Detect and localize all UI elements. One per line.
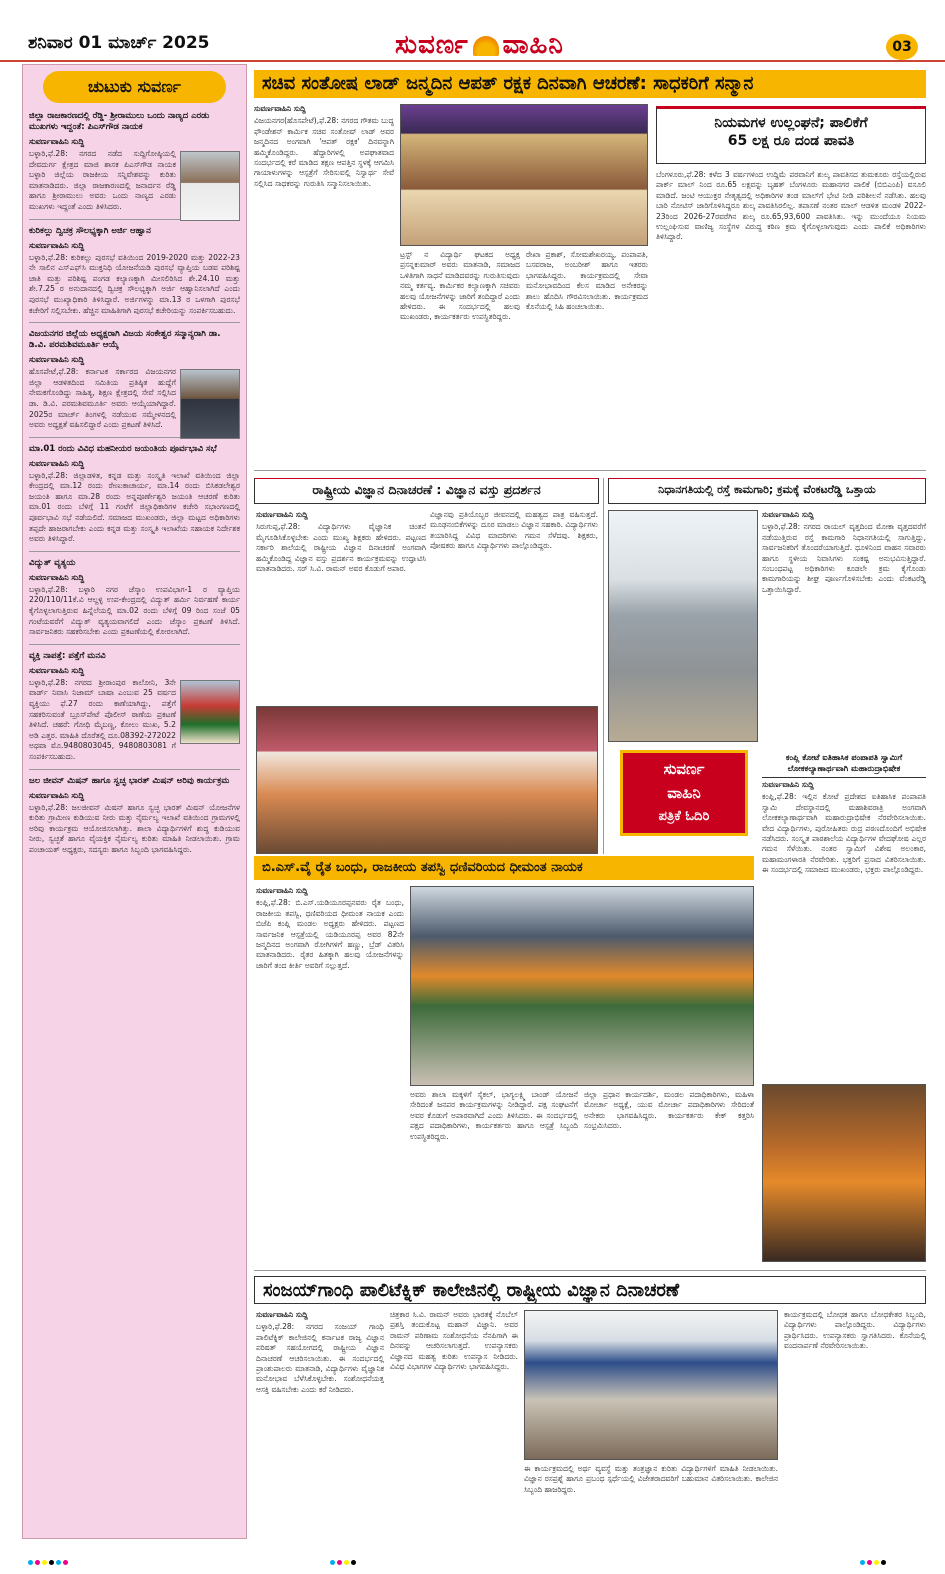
road-body: ಬಳ್ಳಾರಿ,ಫೆ.28: ನಗರದ ರಾಯಲ್ ವೃತ್ತದಿಂದ ಮೋಕಾ ವೃತ್ತದವರೆಗೆ ನಡೆಯುತ್ತಿರುವ ರಸ್ತೆ ಕಾಮಗಾರಿ ನಿಧಾನಗತಿಯಲ್ಲಿ ಸಾಗುತ್ತಿದ್ದು, ಸಾರ್ವಜನಿಕರಿಗೆ ತೊಂದರೆಯಾಗುತ್ತಿದೆ. ಧೂಳಿನಿಂದ ವಾಹನ ಸವಾರರು ಹಾಗೂ ಸ್ಥಳೀಯ ನಿವಾಸಿಗಳು ಸಂಕಷ್ಟ ಅನುಭವಿಸುತ್ತಿದ್ದಾರೆ. ಸಂಬಂಧಪಟ್ಟ ಅಧಿಕಾರಿಗಳು ಕೂಡಲೇ ಕ್ರಮ ಕೈಗೊಂಡು ಕಾಮಗಾರಿಯನ್ನು ಶೀಘ್ರ ಪೂರ್ಣಗೊಳಿಸಬೇಕು ಎಂದು ವೆಂಕಟರೆಡ್ಡಿ ಒತ್ತಾಯಿಸಿದ್ದಾರೆ. [762,522,926,594]
brief-body: ಬಳ್ಳಾರಿ,ಫೆ.28: ಜಿಲ್ಲಾಡಳಿತ, ಕನ್ನಡ ಮತ್ತು ಸಂಸ್ಕೃತಿ ಇಲಾಖೆ ವತಿಯಿಂದ ಜಿಲ್ಲಾ ಕೇಂದ್ರದಲ್ಲಿ ಮಾ.12 ರಂದು ರೇಣುಕಾಚಾರ್ಯ, ಮಾ.14 ರಂದು ಬಿಸಿಕಡಲೇಶ್ವರ ಜಯಂತಿ ಹಾಗೂ ಮಾ.28 ರಂದು ಅನ್ನಪೂರ್ಣೇಶ್ವರಿ ಜಯಂತಿ ಆಚರಣೆ ಕುರಿತು ಮಾ.01 ರಂದು ಬೆಳಿಗ್ಗೆ 11 ಗಂಟೆಗೆ ಜಿಲ್ಲಾಧಿಕಾರಿಗಳ ಕಚೇರಿ ಸಭಾಂಗಣದಲ್ಲಿ ಪೂರ್ವಭಾವಿ ಸಭೆ ನಡೆಯಲಿದೆ. ಸಮಾಜದ ಮುಖಂಡರು, ಜಿಲ್ಲಾ ಮಟ್ಟದ ಅಧಿಕಾರಿಗಳು ತಪ್ಪದೇ ಹಾಜರಾಗಬೇಕು ಎಂದು ಕನ್ನಡ ಮತ್ತು ಸಂಸ್ಕೃತಿ ಇಲಾಖೆಯ ಸಹಾಯಕ ನಿರ್ದೇಶಕ ಅವರು ತಿಳಿಸಿದ್ದಾರೆ. [29,470,240,544]
bsy-event-photo [410,886,754,1086]
brief-item [29,558,240,638]
issue-date: ಶನಿವಾರ 01 ಮಾರ್ಚ್ 2025 [28,33,210,53]
divider [254,1270,926,1271]
road-photo [608,510,758,742]
sgp-column-1 [256,1310,384,1532]
fine-headline-line1: ನಿಯಮಗಳ ಉಲ್ಲಂಘನೆ; ಪಾಲಿಕೆಗೆ [714,115,868,131]
fine-headline-line2: 65 ಲಕ್ಷ ರೂ ದಂಡ ಪಾವತಿ [727,133,855,149]
divider [29,644,240,645]
brief-item [29,226,240,317]
registration-marks-right [860,1560,886,1570]
brief-byline: ಸುವರ್ಣವಾಹಿನಿ ಸುದ್ದಿ [29,240,85,250]
sidebar-heading: ಚುಟುಕು ಸುವರ್ಣ [43,71,226,103]
read-paper-promo [620,750,748,836]
lad-column-1 [254,104,394,464]
lad-event-photo [400,104,648,246]
sgp-body-1: ಬಳ್ಳಾರಿ,ಫೆ.28: ನಗರದ ಸಂಜಯ್ ಗಾಂಧಿ ಪಾಲಿಟೆಕ್ನಿಕ್ ಕಾಲೇಜಿನಲ್ಲಿ ಕರ್ನಾಟಕ ರಾಜ್ಯ ವಿಜ್ಞಾನ ಪರಿಷತ್ ಸಹಯೋಗದಲ್ಲಿ ರಾಷ್ಟ್ರೀಯ ವಿಜ್ಞಾನ ದಿನಾಚರಣೆ ಆಚರಿಸಲಾಯಿತು. ಈ ಸಂದರ್ಭದಲ್ಲಿ ಪ್ರಾಂಶುಪಾಲರು ಮಾತನಾಡಿ, ವಿದ್ಯಾರ್ಥಿಗಳು ವೈಜ್ಞಾನಿಕ ಮನೋಭಾವ ಬೆಳೆಸಿಕೊಳ್ಳಬೇಕು. ಸಂಶೋಧನೆಯತ್ತ ಆಸಕ್ತಿ ವಹಿಸಬೇಕು ಎಂದು ಕರೆ ನೀಡಿದರು. [256,1322,384,1394]
brief-title: ಮಾ.01 ರಂದು ವಿವಿಧ ಮಹನೀಯರ ಜಯಂತಿಯ ಪೂರ್ವಭಾವಿ ಸಭೆ [29,443,217,454]
science-byline: ಸುವರ್ಣವಾಹಿನಿ ಸುದ್ದಿ [256,510,308,519]
divider [29,551,240,552]
brief-body: ಬಳ್ಳಾರಿ,ಫೆ.28: ಕುರಿಕಲ್ಲು ಪುರಸಭೆ ವತಿಯಿಂದ 2019-2020 ಮತ್ತು 2022-23 ನೇ ಸಾಲಿನ ಎಸ್‌ಎಫ್‌ಸಿ ಮುಕ್ತನಿಧಿ ಯೋಜನೆಯಡಿ ಪುರಸಭೆ ವ್ಯಾಪ್ತಿಯ ಬಡವ ಪರಿಶಿಷ್ಟ ಜಾತಿ ಮತ್ತು ಪರಿಶಿಷ್ಟ ಪಂಗಡ ಕಲ್ಯಾಣಕ್ಕಾಗಿ ಮೀಸಲಿರಿಸಿದ ಶೇ.24.10 ಮತ್ತು ಶೇ.7.25 ರ ಅನುದಾನದಲ್ಲಿ ದ್ವಿಚಕ್ರ ಸೌಲಭ್ಯಕ್ಕಾಗಿ ಅರ್ಜಿ ಆಹ್ವಾನಿಸಲಾಗಿದೆ ಎಂದು ಪುರಸಭೆ ಮುಖ್ಯಾಧಿಕಾರಿ ತಿಳಿಸಿದ್ದಾರೆ. ಅರ್ಜಿಗಳನ್ನು ಮಾ.13 ರ ಒಳಗಾಗಿ ಪುರಸಭೆ ಕಚೇರಿಗೆ ಸಲ್ಲಿಸಬೇಕು. ಹೆಚ್ಚಿನ ಮಾಹಿತಿಗಾಗಿ ಪುರಸಭೆ ಕಚೇರಿಯನ್ನು ಸಂಪರ್ಕಿಸಬಹುದು. [29,252,240,315]
newspaper-logo [395,30,564,61]
page-number: 03 [886,34,918,60]
sun-logo-icon [473,36,499,56]
divider [29,322,240,323]
sgp-byline: ಸುವರ್ಣವಾಹಿನಿ ಸುದ್ದಿ [256,1310,308,1319]
brief-title: ಜಲ ಜೀವನ್ ಮಿಷನ್ ಹಾಗೂ ಸ್ವಚ್ಛ ಭಾರತ್ ಮಿಷನ್ ಅರಿವು ಕಾರ್ಯಕ್ರಮ [29,775,230,786]
brief-title: ಕುರಿಕಲ್ಲು ದ್ವಿಚಕ್ರ ಸೌಲಭ್ಯಕ್ಕಾಗಿ ಅರ್ಜಿ ಆಹ್ವಾನ [29,225,151,236]
bsy-byline: ಸುವರ್ಣವಾಹಿನಿ ಸುದ್ದಿ [256,886,308,895]
sgp-column-4: ಕಾರ್ಯಕ್ರಮದಲ್ಲಿ ಬೋಧಕ ಹಾಗೂ ಬೋಧಕೇತರ ಸಿಬ್ಬಂದಿ, ವಿದ್ಯಾರ್ಥಿಗಳು ಪಾಲ್ಗೊಂಡಿದ್ದರು. ವಿದ್ಯಾರ್ಥಿಗಳು ಪ್ರಾರ್ಥಿಸಿದರು. ಉಪನ್ಯಾಸಕರು ಸ್ವಾಗತಿಸಿದರು. ಕೊನೆಯಲ್ಲಿ ವಂದನಾರ್ಪಣೆ ನೆರವೇರಿಸಲಾಯಿತು. [784,1310,926,1351]
divider [29,769,240,770]
fine-headline-box [656,106,926,164]
road-byline: ಸುವರ್ಣವಾಹಿನಿ ಸುದ್ದಿ [762,510,814,519]
brief-item [29,329,240,431]
brief-byline: ಸುವರ್ಣವಾಹಿನಿ ಸುದ್ದಿ [29,355,85,365]
brief-body: ಬಳ್ಳಾರಿ,ಫೆ.28: ಜಲಜೀವನ್ ಮಿಷನ್ ಹಾಗೂ ಸ್ವಚ್ಛ ಭಾರತ್ ಮಿಷನ್ ಯೋಜನೆಗಳ ಕುರಿತು ಗ್ರಾಮೀಣ ಕುಡಿಯುವ ನೀರು ಮತ್ತು ನೈರ್ಮಲ್ಯ ಇಲಾಖೆ ವತಿಯಿಂದ ಗ್ರಾಮಗಳಲ್ಲಿ ಅರಿವು ಕಾರ್ಯಕ್ರಮ ಆಯೋಜಿಸಲಾಗಿತ್ತು. ಶಾಲಾ ವಿದ್ಯಾರ್ಥಿಗಳಿಗೆ ಶುದ್ಧ ಕುಡಿಯುವ ನೀರು, ಸ್ವಚ್ಛತೆ ಹಾಗೂ ವೈಯಕ್ತಿಕ ನೈರ್ಮಲ್ಯ ಕುರಿತು ಮಾಹಿತಿ ನೀಡಲಾಯಿತು. ಗ್ರಾಮ ಪಂಚಾಯತ್ ಅಧ್ಯಕ್ಷರು, ಸದಸ್ಯರು ಹಾಗೂ ಸಿಬ್ಬಂದಿ ಭಾಗವಹಿಸಿದ್ದರು. [29,802,240,854]
bsy-column-1 [256,886,404,1264]
brief-byline: ಸುವರ್ಣವಾಹಿನಿ ಸುದ್ದಿ [29,572,85,582]
kampli-body: ಕಂಪ್ಲಿ,ಫೆ.28: ಇಲ್ಲಿನ ಕೋಟೆ ಪ್ರದೇಶದ ಐತಿಹಾಸಿಕ ಪಂಪಾಪತಿ ಸ್ವಾಮಿ ದೇವಸ್ಥಾನದಲ್ಲಿ ಮಹಾಶಿವರಾತ್ರಿ ಅಂಗವಾಗಿ ಲೋಕಕಲ್ಯಾಣಾರ್ಥವಾಗಿ ಮಹಾರುದ್ರಾಭಿಷೇಕ ನೆರವೇರಿಸಲಾಯಿತು. ವೇದ ವಿದ್ಯಾರ್ಥಿಗಳು, ಪುರೋಹಿತರು ರುದ್ರ ಪಠಣದೊಂದಿಗೆ ಅಭಿಷೇಕ ನಡೆಸಿದರು. ಸಂಸ್ಕೃತ ಪಾಠಶಾಲೆಯ ವಿದ್ಯಾರ್ಥಿಗಳ ವೇದಘೋಷ ಎಲ್ಲರ ಗಮನ ಸೆಳೆಯಿತು. ನಂತರ ಸ್ವಾಮಿಗೆ ವಿಶೇಷ ಅಲಂಕಾರ, ಮಹಾಮಂಗಳಾರತಿ ನೆರವೇರಿತು. ಭಕ್ತರಿಗೆ ಪ್ರಸಾದ ವಿತರಿಸಲಾಯಿತು. ಈ ಸಂದರ್ಭದಲ್ಲಿ ಸಮಾಜದ ಮುಖಂಡರು, ಭಕ್ತರು ಪಾಲ್ಗೊಂಡಿದ್ದರು. [762,792,926,875]
sgp-column-2: ಚಿತ್ರಕಾರ ಸಿ.ವಿ. ರಾಮನ್ ಅವರು ಭಾರತಕ್ಕೆ ನೊಬೆಲ್ ಪ್ರಶಸ್ತಿ ತಂದುಕೊಟ್ಟ ಮಹಾನ್ ವಿಜ್ಞಾನಿ. ಅವರ ರಾಮನ್ ಪರಿಣಾಮ ಸಂಶೋಧನೆಯ ನೆನಪಿಗಾಗಿ ಈ ದಿನವನ್ನು ಆಚರಿಸಲಾಗುತ್ತದೆ. ಉಪನ್ಯಾಸಕರು ವಿಜ್ಞಾನದ ಮಹತ್ವ ಕುರಿತು ಉಪನ್ಯಾಸ ನೀಡಿದರು. ವಿವಿಧ ವಿಭಾಗಗಳ ವಿದ್ಯಾರ್ಥಿಗಳು ಭಾಗವಹಿಸಿದ್ದರು. [390,1310,518,1372]
brief-item [29,776,240,856]
bsy-column-2: ಅವರು ಶಾಲಾ ಮಕ್ಕಳಿಗೆ ಸೈಕಲ್, ಭಾಗ್ಯಲಕ್ಷ್ಮಿ ಬಾಂಡ್ ಯೋಜನೆ ಸೇರಿದಂತೆ ಜನಪರ ಕಾರ್ಯಕ್ರಮಗಳನ್ನು ನೀಡಿದ್ದಾರೆ. ಪಕ್ಷ ಸಂಘಟನೆಗೆ ಅವರ ಕೊಡುಗೆ ಅಪಾರವಾಗಿದೆ ಎಂದು ತಿಳಿಸಿದರು. ಈ ಸಂದರ್ಭದಲ್ಲಿ ಪಕ್ಷದ ಪದಾಧಿಕಾರಿಗಳು, ಕಾರ್ಯಕರ್ತರು ಹಾಗೂ ಆಸ್ಪತ್ರೆ ಸಿಬ್ಬಂದಿ ಉಪಸ್ಥಿತರಿದ್ದರು. [410,1090,578,1141]
brief-byline: ಸುವರ್ಣವಾಹಿನಿ ಸುದ್ದಿ [29,665,85,675]
bsy-body-1: ಕಂಪ್ಲಿ,ಫೆ.28: ಬಿ.ಎಸ್.ಯಡಿಯೂರಪ್ಪನವರು ರೈತ ಬಂಧು, ರಾಜಕೀಯ ತಪಸ್ವಿ, ಧಣಿವರಿಯದ ಧೀಮಂತ ನಾಯಕ ಎಂದು ಬಿಜೆಪಿ ಕಂಪ್ಲಿ ಮಂಡಲ ಅಧ್ಯಕ್ಷರು ಹೇಳಿದರು. ಪಟ್ಟಣದ ಸಾರ್ವಜನಿಕ ಆಸ್ಪತ್ರೆಯಲ್ಲಿ ಯಡಿಯೂರಪ್ಪ ಅವರ 82ನೇ ಜನ್ಮದಿನದ ಅಂಗವಾಗಿ ರೋಗಿಗಳಿಗೆ ಹಣ್ಣು, ಬ್ರೆಡ್ ವಿತರಿಸಿ ಮಾತನಾಡಿದರು. ರೈತರ ಹಿತಕ್ಕಾಗಿ ಹಲವು ಯೋಜನೆಗಳನ್ನು ಜಾರಿಗೆ ತಂದ ಕೀರ್ತಿ ಅವರಿಗೆ ಸಲ್ಲುತ್ತದೆ. [256,898,404,970]
brief-title: ವ್ಯಕ್ತಿ ನಾಪತ್ತೆ: ಪತ್ತೆಗೆ ಮನವಿ [29,650,106,661]
promo-line-1: ಸುವರ್ಣ [663,760,705,778]
lad-column-2: ಟ್ರಸ್ಟ್ ನ ವಿದ್ಯಾರ್ಥಿ ಘಟಕದ ಅಧ್ಯಕ್ಷ ಪ್ರಸನ್ನಕುಮಾರ್ ಅವರು ಮಾತನಾಡಿ, ಸಮಾಜದ ಒಳಿತಿಗಾಗಿ ಸಾಧನೆ ಮಾಡಿದವರನ್ನು ಗುರುತಿಸುವುದು ನಮ್ಮ ಕರ್ತವ್ಯ. ಕಾರ್ಮಿಕರ ಕಲ್ಯಾಣಕ್ಕಾಗಿ ಸಚಿವರು ಹಲವು ಯೋಜನೆಗಳನ್ನು ಜಾರಿಗೆ ತಂದಿದ್ದಾರೆ ಎಂದು ಹೇಳಿದರು. ಈ ಸಂದರ್ಭದಲ್ಲಿ ಹಲವು ಮುಖಂಡರು, ಕಾರ್ಯಕರ್ತರು ಉಪಸ್ಥಿತರಿದ್ದರು. [400,250,520,322]
brief-body: ಬಳ್ಳಾರಿ,ಫೆ.28: ಬಳ್ಳಾರಿ ನಗರ ಜೆಸ್ಕಾಂ ಉಪವಿಭಾಗ-1 ರ ವ್ಯಾಪ್ತಿಯ 220/110/11ಕೆ.ವಿ ಆಲ್ದಳ್ಳಿ ಉಪ-ಕೇಂದ್ರದಲ್ಲಿ ವಿದ್ಯುತ್ ಹರ್ಮಿ ನಿರ್ವಹಣೆ ಕಾರ್ಯ ಕೈಗೊಳ್ಳಲಾಗುತ್ತಿರುವ ಹಿನ್ನೆಲೆಯಲ್ಲಿ ಮಾ.02 ರಂದು ಬೆಳಿಗ್ಗೆ 09 ರಿಂದ ಸಂಜೆ 05 ಗಂಟೆಯವರೆಗೆ ವಿದ್ಯುತ್ ವ್ಯತ್ಯಯವಾಗಲಿದೆ ಎಂದು ಜೆಸ್ಕಾಂ ಪ್ರಕಟಣೆ ತಿಳಿಸಿದೆ. ಸಾರ್ವಜನಿಕರು ಸಹಕರಿಸಬೇಕು ಎಂದು ಪ್ರಕಟಣೆಯಲ್ಲಿ ಕೋರಲಾಗಿದೆ. [29,584,240,637]
brief-title: ಜಿಲ್ಲಾ ರಾಜಕಾರಣದಲ್ಲಿ ರೆಡ್ಡಿ- ಶ್ರೀರಾಮುಲು ಒಂದು ನಾಣ್ಯದ ಎರಡು ಮುಖಗಳು ಇದ್ದಂತೆ: ಪಿಎಸ್‌ಗೌಡ ನಾಯಕ [29,111,210,132]
missing-person-photo [180,680,240,744]
lad-column-3: ರೇಖಾ ಪ್ರಕಾಶ್, ಸೋಮಶೇಖರಯ್ಯ, ಪಂಪಾಪತಿ, ಬಸವರಾಜ, ಅಂಬರೀಶ್ ಹಾಗೂ ಇತರರು ಭಾಗವಹಿಸಿದ್ದರು. ಕಾರ್ಯಕ್ರಮದಲ್ಲಿ ಸೇವಾ ಮನೋಭಾವದಿಂದ ಕೆಲಸ ಮಾಡಿದ ಅನೇಕರನ್ನು ಶಾಲು ಹೊದಿಸಿ ಗೌರವಿಸಲಾಯಿತು. ಕಾರ್ಯಕ್ರಮದ ಕೊನೆಯಲ್ಲಿ ಸಿಹಿ ಹಂಚಲಾಯಿತು. [526,250,648,312]
divider [603,478,604,854]
brief-title: ವಿದ್ಯುತ್ ವ್ಯತ್ಯಯ [29,557,76,568]
sgp-column-3: ಈ ಕಾರ್ಯಕ್ರಮದಲ್ಲಿ ಅರ್ಥ ವ್ಯವಸ್ಥೆ ಮತ್ತು ತಂತ್ರಜ್ಞಾನ ಕುರಿತು ವಿದ್ಯಾರ್ಥಿಗಳಿಗೆ ಮಾಹಿತಿ ನೀಡಲಾಯಿತು. ವಿಜ್ಞಾನ ರಸಪ್ರಶ್ನೆ ಹಾಗೂ ಪ್ರಬಂಧ ಸ್ಪರ್ಧೆಯಲ್ಲಿ ವಿಜೇತರಾದವರಿಗೆ ಬಹುಮಾನ ವಿತರಿಸಲಾಯಿತು. ಕಾಲೇಜಿನ ಸಿಬ್ಬಂದಿ ಹಾಜರಿದ್ದರು. [524,1464,778,1494]
kampli-ritual-photo [762,1084,926,1262]
brief-item [29,651,240,763]
logo-text-left: ಸುವರ್ಣ [395,30,469,60]
bsy-column-3: ಜಿಲ್ಲಾ ಪ್ರಧಾನ ಕಾರ್ಯದರ್ಶಿ, ಮಂಡಲ ಪದಾಧಿಕಾರಿಗಳು, ಮಹಿಳಾ ಮೋರ್ಚಾ ಅಧ್ಯಕ್ಷೆ, ಯುವ ಮೋರ್ಚಾ ಪದಾಧಿಕಾರಿಗಳು ಸೇರಿದಂತೆ ಅನೇಕರು ಭಾಗವಹಿಸಿದ್ದರು. ಕಾರ್ಯಕರ್ತರು ಕೇಕ್ ಕತ್ತರಿಸಿ ಸಂಭ್ರಮಿಸಿದರು. [584,1090,754,1131]
promo-line-2: ವಾಹಿನಿ [667,784,701,802]
brief-byline: ಸುವರ್ಣವಾಹಿನಿ ಸುದ್ದಿ [29,790,85,800]
science-column-1 [256,510,426,700]
road-headline: ನಿಧಾನಗತಿಯಲ್ಲಿ ರಸ್ತೆ ಕಾಮಗಾರಿ; ಕ್ರಮಕ್ಕೆ ವೆಂಕಟರೆಡ್ಡಿ ಒತ್ತಾಯ [608,478,926,504]
portrait-photo [180,369,240,439]
brief-byline: ಸುವರ್ಣವಾಹಿನಿ ಸುದ್ದಿ [29,458,85,468]
registration-marks-left [28,1560,68,1570]
road-column [762,510,926,742]
brief-body: ಬಳ್ಳಾರಿ,ಫೆ.28: ನಗರದ ನಡೆದ ಸುದ್ದಿಗೋಷ್ಠಿಯಲ್ಲಿ ದೇವದುರ್ಗ ಕ್ಷೇತ್ರದ ಮಾಜಿ ಶಾಸಕ ಪಿಎಸ್‌ಗೌಡ ನಾಯಕ ಬಳ್ಳಾರಿ ಜಿಲ್ಲೆಯ ರಾಜಕೀಯ ಸನ್ನಿವೇಶವನ್ನು ಕುರಿತು ಮಾತನಾಡಿದರು. ಜಿಲ್ಲಾ ರಾಜಕಾರಣದಲ್ಲಿ ಜನಾರ್ದನ ರೆಡ್ಡಿ ಹಾಗೂ ಶ್ರೀರಾಮುಲು ಅವರು ಒಂದು ನಾಣ್ಯದ ಎರಡು ಮುಖಗಳು ಇದ್ದಂತೆ ಎಂದು ತಿಳಿಸಿದರು. [29,149,176,211]
kampli-column [762,780,926,1080]
fine-body: ಬೆಂಗಳೂರು,ಫೆ.28: ಕಳೆದ 3 ವರ್ಷಗಳಿಂದ ಉದ್ದಿಮೆ ಪರವಾನಿಗೆ ಶುಲ್ಕ ಪಾವತಿಸದ ತುಮಕೂರು ರಸ್ತೆಯಲ್ಲಿರುವ ಪಾರ್ಕ್ ಮಾಲ್ ನಿಂದ ರೂ.65 ಲಕ್ಷವನ್ನು ಬೃಹತ್ ಬೆಂಗಳೂರು ಮಹಾನಗರ ಪಾಲಿಕೆ (ಬಿಬಿಎಂಪಿ) ವಸೂಲಿ ಮಾಡಿದೆ. ಜಂಟಿ ಆಯುಕ್ತರ ನೇತೃತ್ವದಲ್ಲಿ ಅಧಿಕಾರಿಗಳ ತಂಡ ಮಾಲ್‌ಗೆ ಭೇಟಿ ನೀಡಿ ಪರಿಶೀಲನೆ ನಡೆಸಿತು. ಹಲವು ಬಾರಿ ನೋಟಿಸ್ ಜಾರಿಗೊಳಿಸಿದ್ದರೂ ಶುಲ್ಕ ಪಾವತಿಸಿರಲಿಲ್ಲ. ತಪಾಸಣೆ ನಂತರ ಮಾಲ್ ಆಡಳಿತ ಮಂಡಳಿ 2022-23ರಿಂದ 2026-27ರವರೆಗಿನ ಶುಲ್ಕ ರೂ.65,93,600 ಪಾವತಿಸಿತು. ಇನ್ನು ಮುಂದೆಯೂ ನಿಯಮ ಉಲ್ಲಂಘಿಸುವ ವಾಣಿಜ್ಯ ಸಂಸ್ಥೆಗಳ ವಿರುದ್ಧ ಕಠಿಣ ಕ್ರಮ ಕೈಗೊಳ್ಳಲಾಗುವುದು ಎಂದು ಪಾಲಿಕೆ ಅಧಿಕಾರಿಗಳು ತಿಳಿಸಿದ್ದಾರೆ. [656,170,926,242]
promo-line-3: ಪತ್ರಿಕೆ ಓದಿರಿ [658,809,710,824]
sgp-headline: ಸಂಜಯ್‌ಗಾಂಧಿ ಪಾಲಿಟೆಕ್ನಿಕ್ ಕಾಲೇಜಿನಲ್ಲಿ ರಾಷ್ಟ್ರೀಯ ವಿಜ್ಞಾನ ದಿನಾಚರಣೆ [254,1276,926,1304]
brief-body: ಹೊಸಪೇಟೆ,ಫೆ.28: ಕರ್ನಾಟಕ ಸರ್ಕಾರದ ವಿಜಯನಗರ ಜಿಲ್ಲಾ ಆಡಳಿತದಿಂದ ಸಮಿತಿಯ ಪ್ರತಿಷ್ಠಿತ ಹುದ್ದೆಗೆ ನೇಮಕಗೊಂಡಿದ್ದು ಸಾಹಿತ್ಯ, ಶಿಕ್ಷಣ ಕ್ಷೇತ್ರದಲ್ಲಿ ಸೇವೆ ಸಲ್ಲಿಸಿದ ಡಾ. ಡಿ.ವಿ. ಪರಮಶಿವಮೂರ್ತಿ ಅವರು ಆಯ್ಕೆಯಾಗಿದ್ದಾರೆ. 2025ರ ಮಾರ್ಚ್ ತಿಂಗಳಲ್ಲಿ ನಡೆಯುವ ಸಮ್ಮೇಳನದಲ್ಲಿ ಅವರು ಅಧ್ಯಕ್ಷತೆ ವಹಿಸಲಿದ್ದಾರೆ ಎಂದು ಪ್ರಕಟಣೆ ತಿಳಿಸಿದೆ. [29,367,176,430]
science-headline: ರಾಷ್ಟ್ರೀಯ ವಿಜ್ಞಾನ ದಿನಾಚರಣೆ : ವಿಜ್ಞಾನ ವಸ್ತು ಪ್ರದರ್ಶನ [254,478,599,504]
kampli-byline: ಸುವರ್ಣವಾಹಿನಿ ಸುದ್ದಿ [762,780,814,789]
divider [254,470,926,471]
portrait-photo [180,151,240,221]
lad-body-1: ವಿಜಯನಗರ(ಹೊಸಪೇಟೆ),ಫೆ.28: ನಗರದ ಗೌತಮ ಬುದ್ಧ ಫೌಂಡೇಶನ್ ಕಾರ್ಮಿಕ ಸಚಿವ ಸಂತೋಷ್ ಲಾಡ್ ಅವರ ಜನ್ಮದಿನದ ಅಂಗವಾಗಿ 'ಆಪತ್ ರಕ್ಷಕ' ದಿನವನ್ನಾಗಿ ಹಮ್ಮಿಕೊಂಡಿದ್ದರು. ಹೆದ್ದಾರಿಗಳಲ್ಲಿ ಅಪಘಾತವಾದ ಸಂದರ್ಭದಲ್ಲಿ ಕರೆ ಮಾಡಿದ ತಕ್ಷಣ ಆಪತ್ತಿನ ಸ್ಥಳಕ್ಕೆ ಆಗಮಿಸಿ ಗಾಯಾಳುಗಳನ್ನು ಆಸ್ಪತ್ರೆಗೆ ಸೇರಿಸುವಲ್ಲಿ ನಿಸ್ವಾರ್ಥ ಸೇವೆ ಸಲ್ಲಿಸಿದ ಸಾಧಕರನ್ನು ಗುರುತಿಸಿ ಸನ್ಮಾನಿಸಲಾಯಿತು. [254,116,394,188]
registration-marks-center [330,1560,356,1570]
brief-byline: ಸುವರ್ಣವಾಹಿನಿ ಸುದ್ದಿ [29,137,85,146]
brief-body: ಬಳ್ಳಾರಿ,ಫೆ.28: ನಗರದ ಶ್ರೀರಾಂಪುರ ಕಾಲೋನಿ, 3ನೇ ವಾರ್ಡ್ ನಿವಾಸಿ ನಿಜಾಮ್ ಬಾಷಾ ಎಂಬುವ 25 ವರ್ಷದ ವ್ಯಕ್ತಿಯು ಫೆ.27 ರಂದು ಕಾಣೆಯಾಗಿದ್ದು, ಪತ್ತೆಗೆ ಸಹಕರಿಸುವಂತೆ ಬ್ರೂಸ್‌ಪೇಟೆ ಪೊಲೀಸ್ ಠಾಣೆಯ ಪ್ರಕಟಣೆ ತಿಳಿಸಿದೆ. ಚಹರೆ: ಗೋಧಿ ಮೈಬಣ್ಣ, ಕೋಲು ಮುಖ, 5.2 ಅಡಿ ಎತ್ತರ. ಮಾಹಿತಿ ದೊರೆತಲ್ಲಿ ದೂ.08392-272022 ಅಥವಾ ಮೊ.9480803045, 9480803081 ಗೆ ಸಂಪರ್ಕಿಸಬಹುದು. [29,677,176,761]
brief-title: ವಿಜಯನಗರ ಜಿಲ್ಲೆಯ ಅಧ್ಯಕ್ಷರಾಗಿ ವಿಜಯ ಸಂಕೇಶ್ವರ ಸನ್ಮಾನ್ಯರಾಗಿ ಡಾ. ಡಿ.ವಿ. ಪರಮಶಿವಮೂರ್ತಿ ಆಯ್ಕೆ [29,329,221,351]
bsy-headline: ಬಿ.ಎಸ್.ವೈ ರೈತ ಬಂಧು, ರಾಜಕೀಯ ತಪಸ್ವಿ ಧಣಿವರಿಯದ ಧೀಮಂತ ನಾಯಕ [254,856,754,880]
brief-item [29,111,240,213]
lead-headline: ಸಚಿವ ಸಂತೋಷ ಲಾಡ್ ಜನ್ಮದಿನ ಆಪತ್ ರಕ್ಷಕ ದಿನವಾಗಿ ಆಚರಣೆ: ಸಾಧಕರಿಗೆ ಸನ್ಮಾನ [254,70,926,98]
lad-byline: ಸುವರ್ಣವಾಹಿನಿ ಸುದ್ದಿ [254,104,306,113]
logo-text-right: ವಾಹಿನಿ [502,30,564,60]
science-event-photo [256,706,598,854]
kampli-headline: ಕಂಪ್ಲಿ ಕೋಟೆ ಐತಿಹಾಸಿಕ ಪಂಪಾಪತಿ ಸ್ವಾಮಿಗೆ ಲೋಕಕಲ್ಯಾಣಾರ್ಥವಾಗಿ ಮಹಾರುದ್ರಾಭಿಷೇಕ [762,752,926,778]
brief-item [29,444,240,545]
science-body-1: ಸಿರುಗುಪ್ಪ,ಫೆ.28: ವಿದ್ಯಾರ್ಥಿಗಳು ವೈಜ್ಞಾನಿಕ ಚಿಂತನೆ ಮೈಗೂಡಿಸಿಕೊಳ್ಳಬೇಕು ಎಂದು ಮುಖ್ಯ ಶಿಕ್ಷಕರು ಹೇಳಿದರು. ಪಟ್ಟಣದ ಸರ್ಕಾರಿ ಶಾಲೆಯಲ್ಲಿ ರಾಷ್ಟ್ರೀಯ ವಿಜ್ಞಾನ ದಿನಾಚರಣೆ ಅಂಗವಾಗಿ ಹಮ್ಮಿಕೊಂಡಿದ್ದ ವಿಜ್ಞಾನ ವಸ್ತು ಪ್ರದರ್ಶನ ಕಾರ್ಯಕ್ರಮವನ್ನು ಉದ್ಘಾಟಿಸಿ ಮಾತನಾಡಿದರು. ಸರ್ ಸಿ.ವಿ. ರಾಮನ್ ಅವರ ಕೊಡುಗೆ ಅಪಾರ. [256,522,426,574]
sgp-event-photo [524,1310,778,1460]
masthead [0,0,945,62]
science-column-2: ವಿಜ್ಞಾನವು ಪ್ರತಿಯೊಬ್ಬರ ಜೀವನದಲ್ಲಿ ಮಹತ್ವದ ಪಾತ್ರ ವಹಿಸುತ್ತದೆ. ಮೂಢನಂಬಿಕೆಗಳನ್ನು ದೂರ ಮಾಡಲು ವಿಜ್ಞಾನ ಸಹಕಾರಿ. ವಿದ್ಯಾರ್ಥಿಗಳು ತಯಾರಿಸಿದ್ದ ವಿವಿಧ ಮಾದರಿಗಳು ಗಮನ ಸೆಳೆದವು. ಶಿಕ್ಷಕರು, ಪೋಷಕರು ಹಾಗೂ ವಿದ್ಯಾರ್ಥಿಗಳು ಪಾಲ್ಗೊಂಡಿದ್ದರು. [430,510,598,551]
sidebar-briefs [22,64,247,1539]
